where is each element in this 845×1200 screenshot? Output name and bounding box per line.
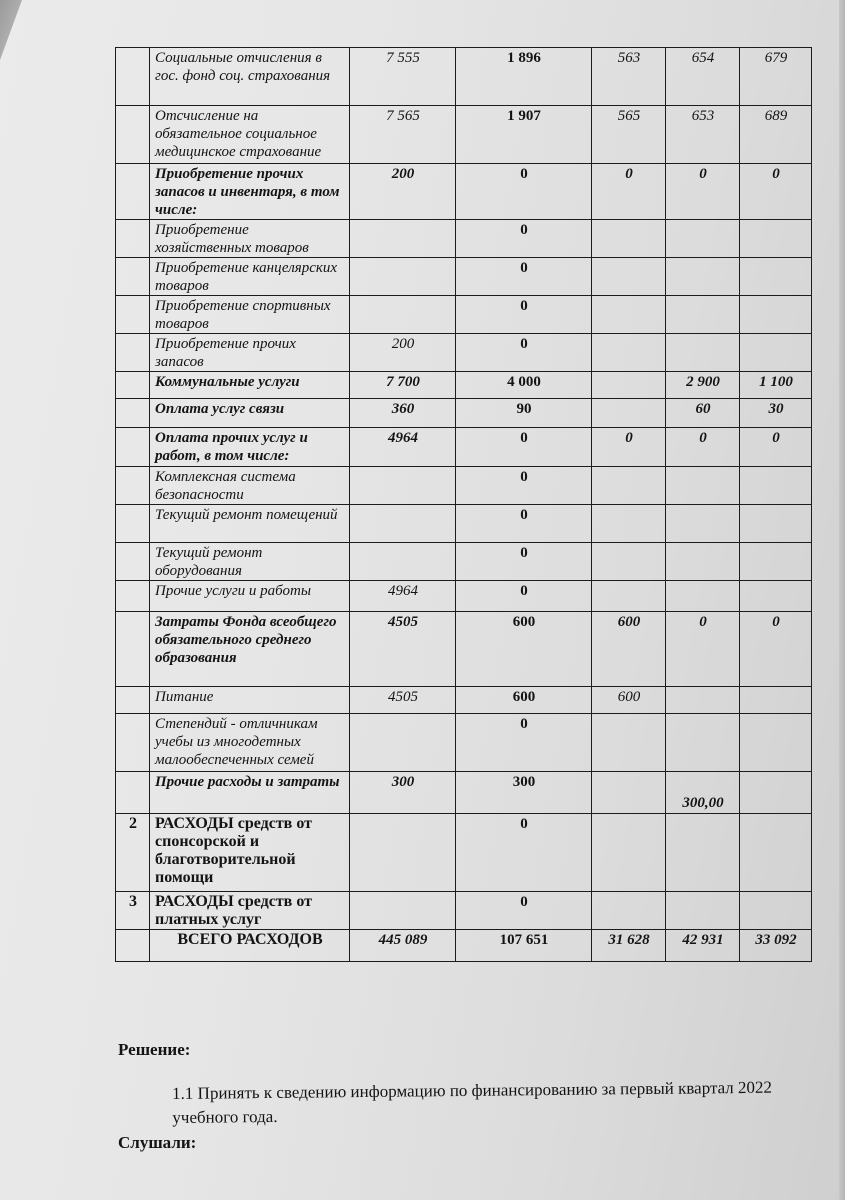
quarter-2-cell [592,543,666,581]
quarter-2-cell [592,581,666,612]
quarter-1-cell: 0 [456,543,592,581]
quarter-3-cell [666,258,740,296]
quarter-2-cell [592,296,666,334]
item-name-cell: Затраты Фонда всеобщего обязательного среднего образования [150,612,350,687]
table-row [116,258,812,296]
quarter-2-cell: 600 [592,687,666,714]
annual-total-cell: 7 565 [350,106,456,164]
quarter-4-cell [740,258,812,296]
table-row [116,296,812,334]
item-name-cell: Приобретение прочих запасов [150,334,350,372]
quarter-1-cell: 0 [456,714,592,772]
annual-total-cell: 4505 [350,612,456,687]
item-name-cell: Приобретение хозяйственных товаров [150,220,350,258]
row-number-cell [116,612,150,687]
annual-total-cell [350,467,456,505]
annual-total-cell [350,296,456,334]
quarter-4-cell: 0 [740,612,812,687]
table-row [116,399,812,428]
quarter-2-cell [592,372,666,399]
annual-total-cell [350,892,456,930]
quarter-4-cell [740,505,812,543]
quarter-2-cell [592,814,666,892]
annual-total-cell: 4964 [350,581,456,612]
item-name-cell: РАСХОДЫ средств от платных услуг [150,892,350,930]
quarter-3-cell [666,581,740,612]
quarter-4-cell: 33 092 [740,930,812,962]
quarter-3-cell: 60 [666,399,740,428]
table-row [116,48,812,106]
table-row [116,581,812,612]
quarter-4-cell [740,467,812,505]
quarter-3-cell [666,543,740,581]
item-name-cell: Степендий - отличникам учебы из многодетных малообеспеченных семей [150,714,350,772]
row-number-cell [116,296,150,334]
item-name-cell: Оплата услуг связи [150,399,350,428]
quarter-2-cell [592,334,666,372]
expense-table [115,47,812,962]
item-name-cell: РАСХОДЫ средств от спонсорской и благотворительной помощи [150,814,350,892]
quarter-3-cell: 0 [666,612,740,687]
quarter-1-cell: 0 [456,258,592,296]
quarter-2-cell [592,467,666,505]
annual-total-cell: 200 [350,164,456,220]
row-number-cell: 2 [116,814,150,892]
quarter-3-cell: 0 [666,164,740,220]
quarter-1-cell: 600 [456,612,592,687]
quarter-3-cell [666,296,740,334]
row-number-cell [116,467,150,505]
table-row [116,428,812,467]
table-row [116,814,812,892]
table-row [116,505,812,543]
quarter-4-cell [740,543,812,581]
row-number-cell [116,714,150,772]
quarter-3-cell: 42 931 [666,930,740,962]
quarter-1-cell: 0 [456,581,592,612]
table-row [116,372,812,399]
row-number-cell [116,687,150,714]
table-row [116,334,812,372]
quarter-2-cell: 31 628 [592,930,666,962]
row-number-cell [116,164,150,220]
quarter-3-cell: 653 [666,106,740,164]
quarter-1-cell: 0 [456,220,592,258]
row-number-cell [116,48,150,106]
annual-total-cell: 445 089 [350,930,456,962]
quarter-3-cell: 654 [666,48,740,106]
table-row [116,467,812,505]
decision-item: 1.1 Принять к сведению информацию по финансированию за первый квартал 2022 учебного года. [172,1077,773,1127]
expense-table-body [116,48,812,962]
item-name-cell: Приобретение спортивных товаров [150,296,350,334]
quarter-4-cell: 689 [740,106,812,164]
quarter-3-cell [666,814,740,892]
annual-total-cell [350,220,456,258]
quarter-2-cell: 563 [592,48,666,106]
annual-total-cell: 300 [350,772,456,814]
quarter-1-cell: 107 651 [456,930,592,962]
quarter-2-cell: 0 [592,164,666,220]
quarter-4-cell [740,772,812,814]
item-name-cell: Коммунальные услуги [150,372,350,399]
quarter-1-cell: 0 [456,892,592,930]
row-number-cell [116,930,150,962]
item-name-cell: Прочие услуги и работы [150,581,350,612]
quarter-3-cell: 300,00 [666,772,740,814]
annual-total-cell [350,258,456,296]
row-number-cell [116,428,150,467]
row-number-cell [116,372,150,399]
quarter-4-cell: 679 [740,48,812,106]
table-row [116,772,812,814]
quarter-1-cell: 0 [456,164,592,220]
quarter-4-cell [740,814,812,892]
table-row [116,687,812,714]
annual-total-cell [350,505,456,543]
item-name-cell: Социальные отчисления в гос. фонд соц. страхования [150,48,350,106]
annual-total-cell: 4505 [350,687,456,714]
quarter-2-cell: 565 [592,106,666,164]
quarter-2-cell: 0 [592,428,666,467]
item-name-cell: Прочие расходы и затраты [150,772,350,814]
quarter-2-cell [592,220,666,258]
quarter-2-cell [592,399,666,428]
item-name-cell: Питание [150,687,350,714]
item-name-cell: ВСЕГО РАСХОДОВ [150,930,350,962]
quarter-2-cell [592,892,666,930]
quarter-4-cell: 0 [740,428,812,467]
table-row [116,892,812,930]
table-row [116,543,812,581]
quarter-1-cell: 0 [456,428,592,467]
item-name-cell: Оплата прочих услуг и работ, в том числе: [150,428,350,467]
item-name-cell: Комплексная система безопасности [150,467,350,505]
item-name-cell: Приобретение прочих запасов и инвентаря, в том числе: [150,164,350,220]
annual-total-cell [350,714,456,772]
table-row [116,714,812,772]
quarter-1-cell: 1 896 [456,48,592,106]
quarter-3-cell: 0 [666,428,740,467]
quarter-4-cell: 0 [740,164,812,220]
quarter-4-cell [740,296,812,334]
row-number-cell [116,772,150,814]
quarter-1-cell: 0 [456,505,592,543]
quarter-3-cell [666,714,740,772]
row-number-cell [116,334,150,372]
quarter-3-cell [666,505,740,543]
quarter-1-cell: 0 [456,467,592,505]
page-fold-shadow [0,0,22,60]
quarter-1-cell: 1 907 [456,106,592,164]
quarter-2-cell: 600 [592,612,666,687]
table-row [116,930,812,962]
row-number-cell [116,581,150,612]
quarter-4-cell [740,581,812,612]
quarter-2-cell [592,714,666,772]
item-name-cell: Текущий ремонт оборудования [150,543,350,581]
item-name-cell: Приобретение канцелярских товаров [150,258,350,296]
quarter-4-cell: 1 100 [740,372,812,399]
quarter-2-cell [592,772,666,814]
row-number-cell: 3 [116,892,150,930]
table-row [116,164,812,220]
annual-total-cell: 7 555 [350,48,456,106]
annual-total-cell: 200 [350,334,456,372]
quarter-1-cell: 300 [456,772,592,814]
row-number-cell [116,543,150,581]
annual-total-cell: 360 [350,399,456,428]
quarter-3-cell: 2 900 [666,372,740,399]
quarter-1-cell: 0 [456,296,592,334]
quarter-1-cell: 0 [456,814,592,892]
annual-total-cell [350,543,456,581]
annual-total-cell: 7 700 [350,372,456,399]
quarter-4-cell [740,892,812,930]
row-number-cell [116,106,150,164]
quarter-1-cell: 4 000 [456,372,592,399]
quarter-3-cell [666,467,740,505]
quarter-3-cell [666,687,740,714]
quarter-4-cell [740,334,812,372]
quarter-1-cell: 600 [456,687,592,714]
table-row [116,612,812,687]
quarter-2-cell [592,505,666,543]
quarter-1-cell: 0 [456,334,592,372]
quarter-3-cell [666,220,740,258]
decision-heading: Решение: [118,1040,191,1059]
quarter-4-cell [740,714,812,772]
quarter-3-cell [666,334,740,372]
quarter-1-cell: 90 [456,399,592,428]
item-name-cell: Текущий ремонт помещений [150,505,350,543]
table-row [116,220,812,258]
table-row [116,106,812,164]
annual-total-cell [350,814,456,892]
quarter-4-cell: 30 [740,399,812,428]
row-number-cell [116,505,150,543]
row-number-cell [116,220,150,258]
quarter-4-cell [740,220,812,258]
annual-total-cell: 4964 [350,428,456,467]
row-number-cell [116,258,150,296]
quarter-3-cell [666,892,740,930]
quarter-2-cell [592,258,666,296]
heard-heading: Слушали: [118,1133,197,1152]
row-number-cell [116,399,150,428]
item-name-cell: Отсчисление на обязательное социальное медицинское страхование [150,106,350,164]
quarter-4-cell [740,687,812,714]
page-edge [839,0,845,1200]
